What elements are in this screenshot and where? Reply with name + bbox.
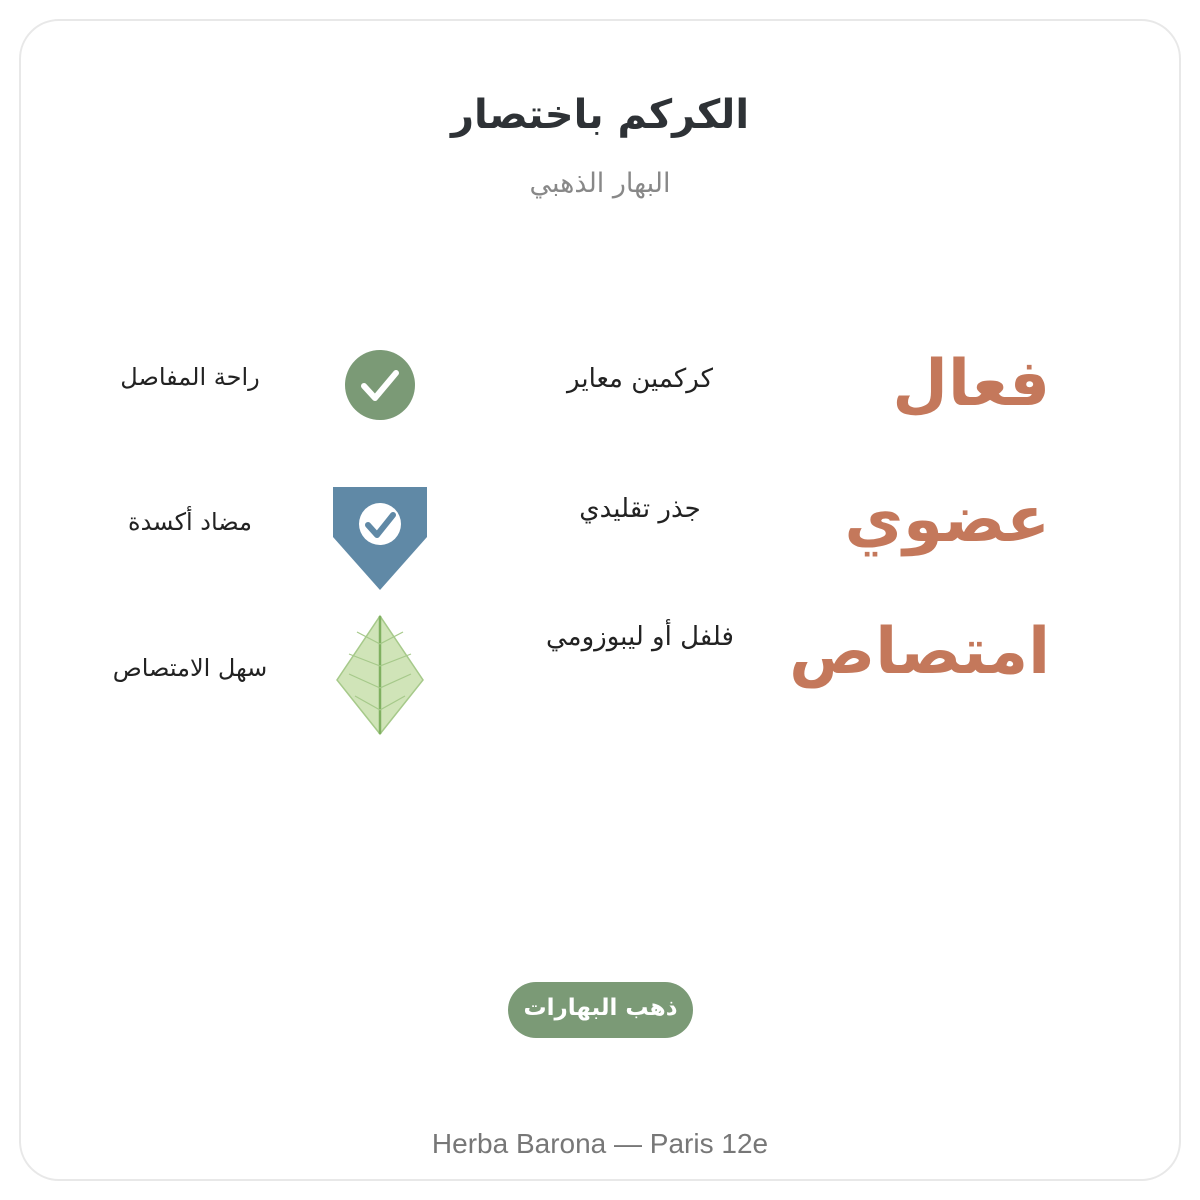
- page-title: الكركم باختصار: [450, 92, 750, 138]
- keyword-active: فعال: [892, 347, 1050, 421]
- footer-brand: Herba Barona — Paris 12e: [431, 1128, 769, 1159]
- shield-check-icon: [332, 487, 428, 595]
- page-subtitle: البهار الذهبي: [529, 168, 671, 199]
- golden-spice-badge: ذهب البهارات: [508, 982, 693, 1038]
- benefit-antioxidant: مضاد أكسدة: [128, 508, 252, 536]
- detail-standardized-curcumin: كركمين معاير: [566, 364, 713, 394]
- benefit-joint-comfort: راحة المفاصل: [120, 363, 260, 391]
- check-circle-icon: [344, 349, 416, 425]
- leaf-icon: [335, 614, 425, 740]
- keyword-absorption: امتصاص: [789, 615, 1050, 689]
- detail-pepper-or-liposomal: فلفل أو ليبوزومي: [546, 622, 734, 652]
- benefit-easy-absorption: سهل الامتصاص: [112, 654, 268, 682]
- detail-traditional-root: جذر تقليدي: [579, 494, 701, 524]
- keyword-organic: عضوي: [844, 483, 1050, 557]
